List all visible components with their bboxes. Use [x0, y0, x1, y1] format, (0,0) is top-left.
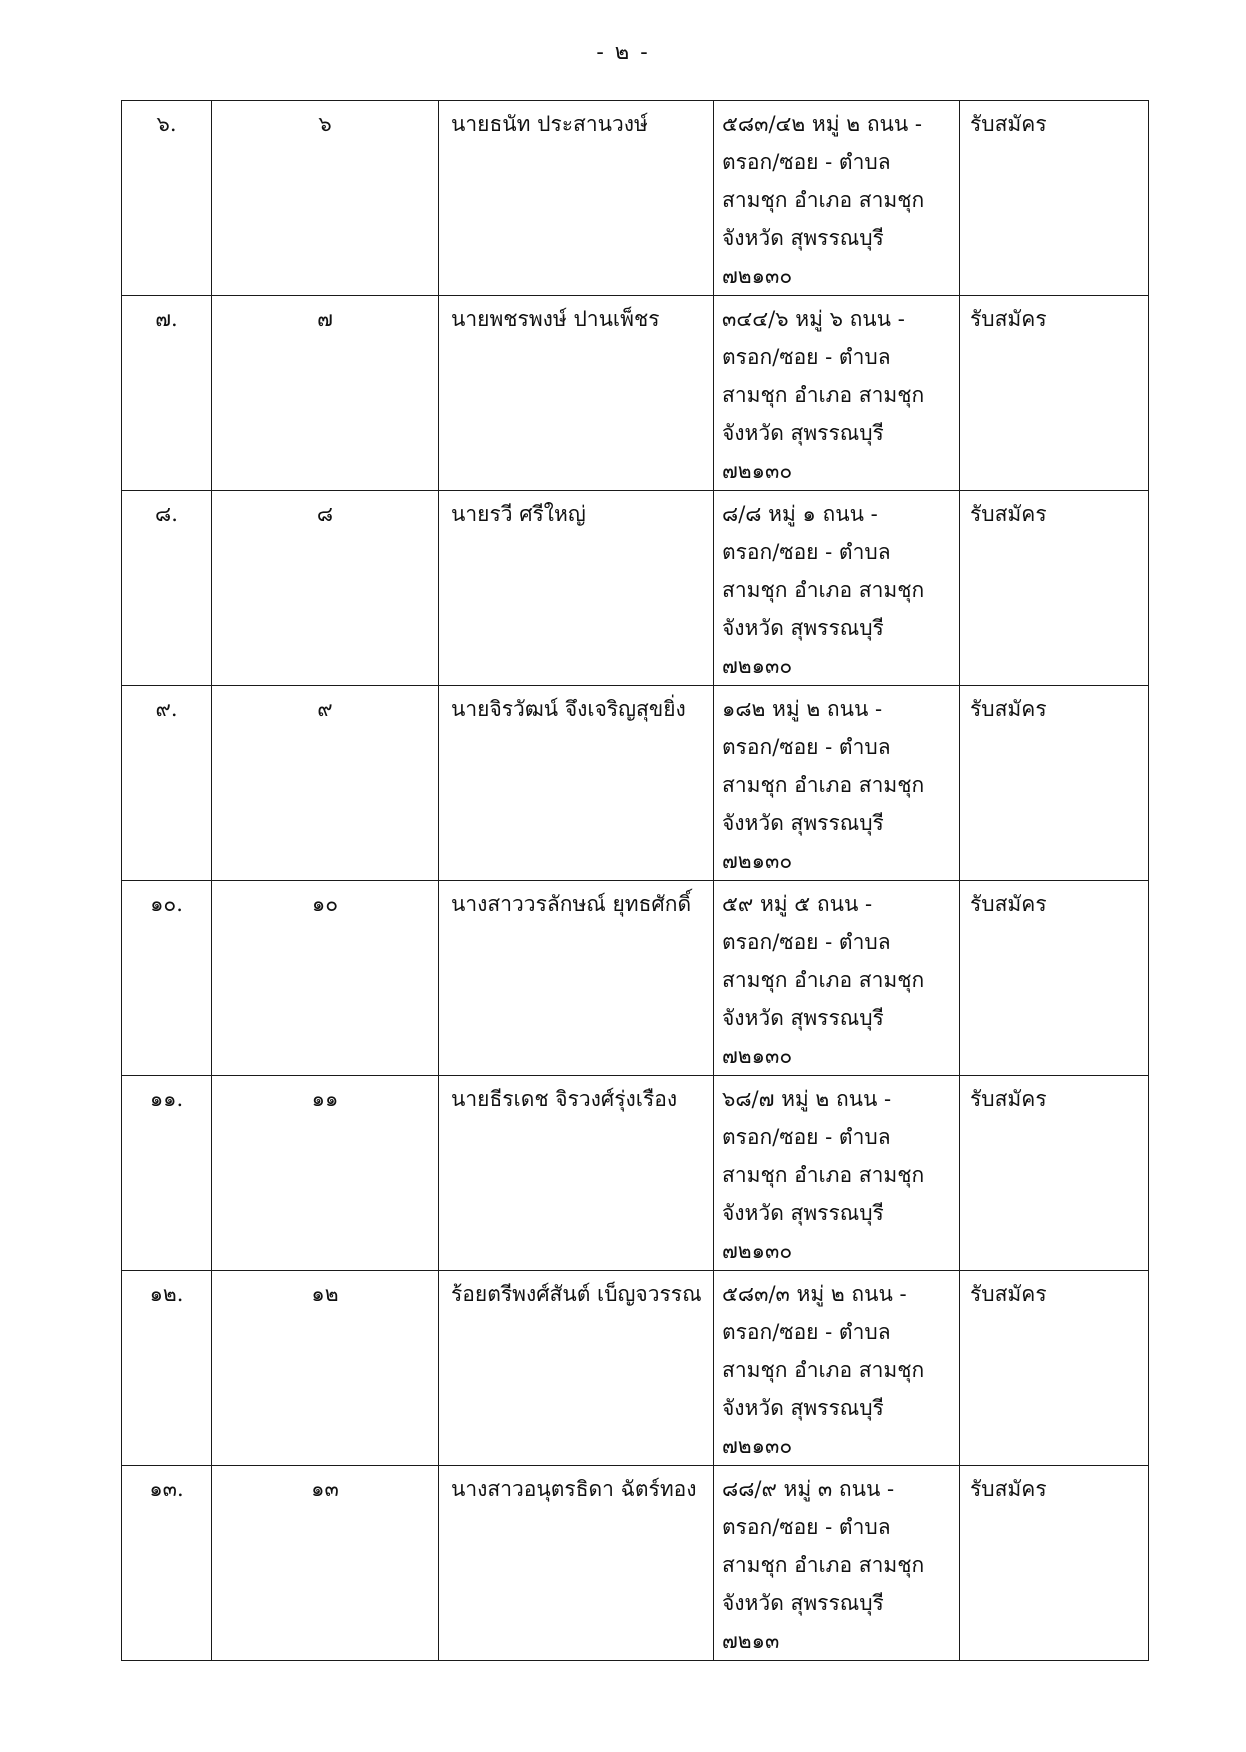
candidate-name-cell: นายจิรวัฒน์ จึงเจริญสุขยิ่ง [439, 686, 714, 881]
address-line: สามชุก อำเภอ สามชุก [722, 578, 925, 602]
address-line: ๘/๘ หมู่ ๑ ถนน - [722, 502, 878, 526]
status-cell: รับสมัคร [960, 1466, 1149, 1661]
address-line: ๗๒๑๓๐ [722, 1044, 793, 1068]
order-cell: ๙. [122, 686, 212, 881]
address-line: สามชุก อำเภอ สามชุก [722, 968, 925, 992]
table-row [122, 881, 1149, 1076]
address-line: สามชุก อำเภอ สามชุก [722, 1358, 925, 1382]
address-line: ๘๘/๙ หมู่ ๓ ถนน - [722, 1477, 895, 1501]
status-cell: รับสมัคร [960, 491, 1149, 686]
address-cell [714, 491, 960, 686]
address-line: จังหวัด สุพรรณบุรี [722, 1201, 884, 1225]
address-line: ๕๘๓/๓ หมู่ ๒ ถนน - [722, 1282, 907, 1306]
address-line: ๗๒๑๓๐ [722, 1239, 793, 1263]
address-line: ตรอก/ซอย - ตำบล [722, 930, 891, 954]
candidate-name-cell: ร้อยตรีพงศ์สันต์ เบ็ญจวรรณ [439, 1271, 714, 1466]
table-row [122, 101, 1149, 296]
address-line: ๗๒๑๓๐ [722, 459, 793, 483]
address-line: ตรอก/ซอย - ตำบล [722, 540, 891, 564]
status-cell: รับสมัคร [960, 101, 1149, 296]
candidate-number-cell: ๙ [212, 686, 439, 881]
address-line: จังหวัด สุพรรณบุรี [722, 226, 884, 250]
address-cell [714, 101, 960, 296]
page-number: - ๒ - [596, 40, 650, 65]
address-line: จังหวัด สุพรรณบุรี [722, 1591, 884, 1615]
address-line: ๑๘๒ หมู่ ๒ ถนน - [722, 697, 883, 721]
candidate-table [121, 100, 1149, 1661]
address-cell [714, 296, 960, 491]
address-line: สามชุก อำเภอ สามชุก [722, 773, 925, 797]
candidate-name-cell: นางสาวอนุตรธิดา ฉัตร์ทอง [439, 1466, 714, 1661]
table-row [122, 1076, 1149, 1271]
status-cell: รับสมัคร [960, 1076, 1149, 1271]
address-line: ๖๘/๗ หมู่ ๒ ถนน - [722, 1087, 892, 1111]
candidate-name-cell: นายธนัท ประสานวงษ์ [439, 101, 714, 296]
address-cell [714, 1271, 960, 1466]
address-line: ๕๙ หมู่ ๕ ถนน - [722, 892, 873, 916]
address-line: ๗๒๑๓๐ [722, 1434, 793, 1458]
table-row [122, 491, 1149, 686]
order-cell: ๗. [122, 296, 212, 491]
address-line: ๗๒๑๓๐ [722, 849, 793, 873]
candidate-number-cell: ๗ [212, 296, 439, 491]
candidate-table-body [122, 101, 1149, 1661]
address-line: สามชุก อำเภอ สามชุก [722, 1553, 925, 1577]
address-line: สามชุก อำเภอ สามชุก [722, 383, 925, 407]
address-line: ๗๒๑๓๐ [722, 654, 793, 678]
status-cell: รับสมัคร [960, 881, 1149, 1076]
candidate-name-cell: นายพชรพงษ์ ปานเพ็ชร [439, 296, 714, 491]
address-line: จังหวัด สุพรรณบุรี [722, 1006, 884, 1030]
order-cell: ๑๓. [122, 1466, 212, 1661]
status-cell: รับสมัคร [960, 686, 1149, 881]
candidate-number-cell: ๘ [212, 491, 439, 686]
address-line: ๗๒๑๓๐ [722, 264, 793, 288]
address-line: สามชุก อำเภอ สามชุก [722, 188, 925, 212]
candidate-name-cell: นายรวี ศรีใหญ่ [439, 491, 714, 686]
address-line: ตรอก/ซอย - ตำบล [722, 150, 891, 174]
address-line: จังหวัด สุพรรณบุรี [722, 811, 884, 835]
address-line: จังหวัด สุพรรณบุรี [722, 1396, 884, 1420]
address-cell [714, 1076, 960, 1271]
candidate-number-cell: ๑๐ [212, 881, 439, 1076]
address-line: ๓๔๔/๖ หมู่ ๖ ถนน - [722, 307, 905, 331]
address-line: จังหวัด สุพรรณบุรี [722, 616, 884, 640]
table-row [122, 296, 1149, 491]
address-line: ๕๘๓/๔๒ หมู่ ๒ ถนน - [722, 112, 923, 136]
order-cell: ๑๐. [122, 881, 212, 1076]
table-row [122, 1466, 1149, 1661]
address-line: ตรอก/ซอย - ตำบล [722, 1515, 891, 1539]
address-line: สามชุก อำเภอ สามชุก [722, 1163, 925, 1187]
address-line: ๗๒๑๓ [722, 1629, 780, 1653]
address-line: จังหวัด สุพรรณบุรี [722, 421, 884, 445]
candidate-name-cell: นายธีรเดช จิรวงศ์รุ่งเรือง [439, 1076, 714, 1271]
address-line: ตรอก/ซอย - ตำบล [722, 345, 891, 369]
order-cell: ๖. [122, 101, 212, 296]
order-cell: ๑๑. [122, 1076, 212, 1271]
candidate-number-cell: ๑๓ [212, 1466, 439, 1661]
status-cell: รับสมัคร [960, 1271, 1149, 1466]
table-row [122, 1271, 1149, 1466]
address-line: ตรอก/ซอย - ตำบล [722, 735, 891, 759]
candidate-name-cell: นางสาววรลักษณ์ ยุทธศักดิ์ [439, 881, 714, 1076]
address-cell [714, 686, 960, 881]
table-row [122, 686, 1149, 881]
address-cell [714, 881, 960, 1076]
address-line: ตรอก/ซอย - ตำบล [722, 1320, 891, 1344]
address-cell [714, 1466, 960, 1661]
address-line: ตรอก/ซอย - ตำบล [722, 1125, 891, 1149]
order-cell: ๑๒. [122, 1271, 212, 1466]
status-cell: รับสมัคร [960, 296, 1149, 491]
candidate-number-cell: ๖ [212, 101, 439, 296]
order-cell: ๘. [122, 491, 212, 686]
candidate-number-cell: ๑๒ [212, 1271, 439, 1466]
candidate-number-cell: ๑๑ [212, 1076, 439, 1271]
